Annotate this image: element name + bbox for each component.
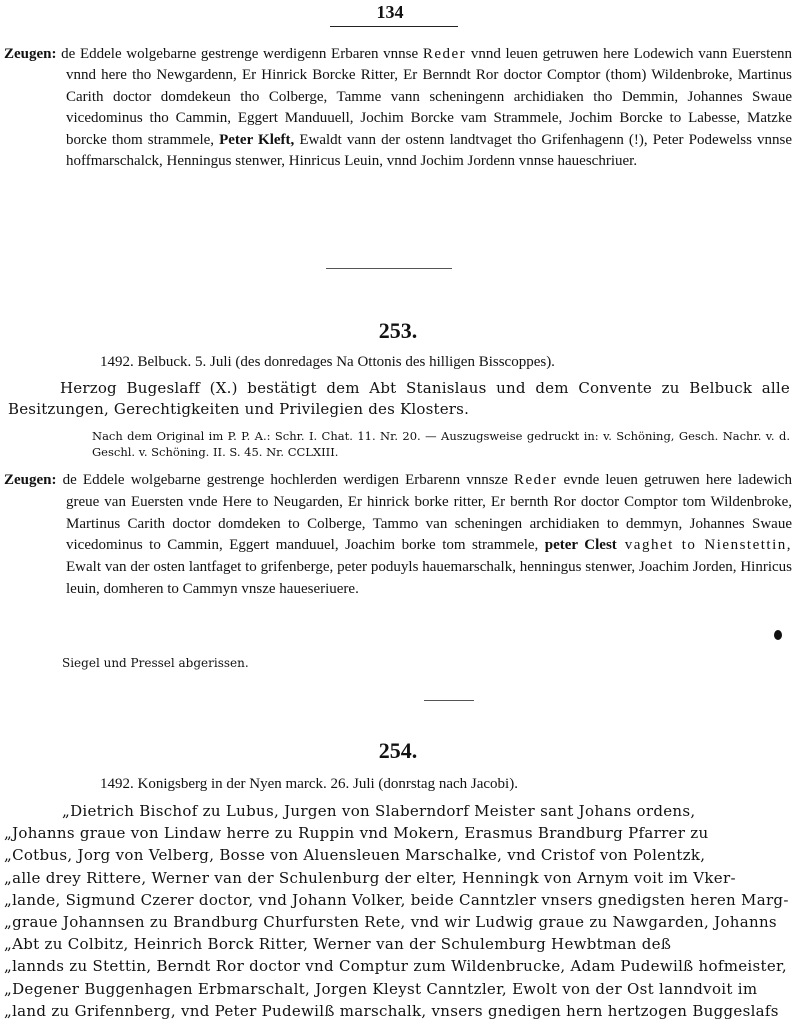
doc-253-dateline: 1492. Belbuck. 5. Juli (des donredages Na Ottonis des hilligen Bisscoppes).	[100, 354, 555, 370]
witnesses-top-bold-name: Peter Kleft,	[219, 131, 295, 148]
ink-dot	[774, 630, 782, 640]
doc-253-witnesses-part-3: Ewalt van der osten lantfaget to grifenberge, peter poduyls hauemarschalk, henningus stenwer, Joachim Jorden, Hinricus leuin, domheren to Cammyn vnsze haueseriuere.	[66, 559, 792, 597]
separator-2	[424, 700, 474, 701]
doc-254-line: „Dietrich Bischof zu Lubus, Jurgen von Slaberndorf Meister sant Johans ordens,	[62, 802, 696, 820]
doc-253-witnesses-bold-name: peter Clest	[544, 537, 617, 554]
witnesses-top	[4, 44, 792, 172]
doc-254-line: „Johanns graue von Lindaw herre zu Ruppin vnd Mokern, Erasmus Brandburg Pfarrer zu	[4, 824, 709, 843]
doc-254-line: „lannds zu Stettin, Berndt Ror doctor vnd Comptur zum Wildenbrucke, Adam Pudewilß hofmeister,	[4, 957, 787, 976]
doc-254-line: „alle drey Rittere, Werner van der Schulenburg der elter, Henningk von Arnym voit im Vker-	[4, 868, 736, 887]
doc-254-line: „graue Johannsen zu Brandburg Churfursten Rete, vnd wir Ludwig graue zu Nawgarden, Johanns	[4, 913, 777, 932]
doc-253-witnesses-text	[4, 470, 792, 601]
doc-253-witnesses-part-2: evnde leuen getruwen here ladewich greue van Euersten vnde Here to Neugarden, Er hinrick borke ritter, Er bernth Ror doctor Comptor tom Wildenbroke, Martinus Carith doctor domdeken to Colberge, Tammo van scheningen archidiaken to demmyn, Johannes Swaue vicedominus to Cammin, Eggert manduuel, Joachim borke tom strammele,	[66, 472, 793, 554]
doc-254-line: „Abt zu Colbitz, Heinrich Borck Ritter, Werner van der Schulemburg Hewbtman deß	[4, 935, 672, 954]
doc-253-number: 253.	[378, 318, 418, 343]
doc-254-number: 254.	[378, 738, 418, 763]
doc-253-witnesses-label: Zeugen:	[4, 472, 57, 488]
doc-254-line: „Degener Buggenhagen Erbmarschalt, Jorgen Kleyst Canntzler, Ewolt von der Ost lanndvoit im	[4, 979, 758, 998]
doc-254-line: „Cotbus, Jorg von Velberg, Bosse von Aluensleuen Marschalke, vnd Cristof von Polentzk,	[4, 846, 706, 865]
witnesses-top-text	[4, 44, 792, 172]
witnesses-top-part-2: vnnd leuen getruwen here Lodewich vann Euerstenn vnnd here tho Newgardenn, Er Hinrick Borcke Ritter, Er Bernndt Ror doctor Comptor (thom) Wildenbroke, Martinus Carith doctor domdekeun tho Colberge, Tamme vann scheningenn archidiaken tho Demmin, Johannes Swaue vicedominus tho Cammin, Eggert Manduuell, Jochim Borcke vam Strammele, Jochim Borcke to Labesse, Matzke borcke thom strammele,	[66, 46, 793, 148]
witnesses-top-part-1: de Eddele wolgebarne gestrenge werdigenn Erbaren vnnse	[61, 46, 423, 62]
doc-254-dateline: 1492. Konigsberg in der Nyen marck. 26. Juli (donrstag nach Jacobi).	[100, 776, 518, 792]
doc-253-seal-note: Siegel und Pressel abgerissen.	[62, 656, 249, 670]
doc-254-line: „land zu Grifennberg, vnd Peter Pudewilß marschalk, vnsers gnedigen hern hertzogen Buggeslafs	[4, 1001, 779, 1020]
doc-253-witnesses-spaced-2: vaghet to Nienstettin,	[616, 537, 792, 554]
page-number: 134	[376, 2, 404, 22]
doc-254-line: „lande, Sigmund Czerer doctor, vnd Johann Volker, beide Canntzler vnsers gnedigsten heren Marg-	[4, 890, 789, 909]
doc-254-body	[4, 800, 792, 1022]
doc-253-witnesses-spaced: Reder	[513, 472, 558, 488]
witnesses-top-label: Zeugen:	[4, 46, 57, 62]
doc-253-witnesses-part-1: de Eddele wolgebarne gestrenge hochlerden werdigen Erbarenn vnnsze	[62, 472, 514, 488]
witnesses-top-part-3: Ewaldt vann der ostenn landtvaget tho Grifenhagenn (!), Peter Podewelss vnnse hoffmarschalck, Henningus stenwer, Hinricus Leuin, vnnd Jochim Jordenn vnnse haueschriuer.	[66, 131, 793, 170]
page-number-rule	[330, 26, 458, 27]
separator-1	[326, 268, 452, 269]
witnesses-top-spaced: Reder	[422, 46, 467, 62]
doc-253-source: Nach dem Original im P. P. A.: Schr. I. Chat. 11. Nr. 20. — Auszugsweise gedruckt in: v. Schöning, Gesch. Nachr. v. d. Geschl. v. Schöning. II. S. 45. Nr. CCLXIII.	[92, 429, 790, 459]
doc-253-summary: Herzog Bugeslaff (X.) bestätigt dem Abt Stanislaus und dem Convente zu Belbuck alle Besitzungen, Gerechtigkeiten und Privilegien des Klosters.	[8, 379, 790, 418]
doc-253-witnesses	[4, 470, 792, 601]
